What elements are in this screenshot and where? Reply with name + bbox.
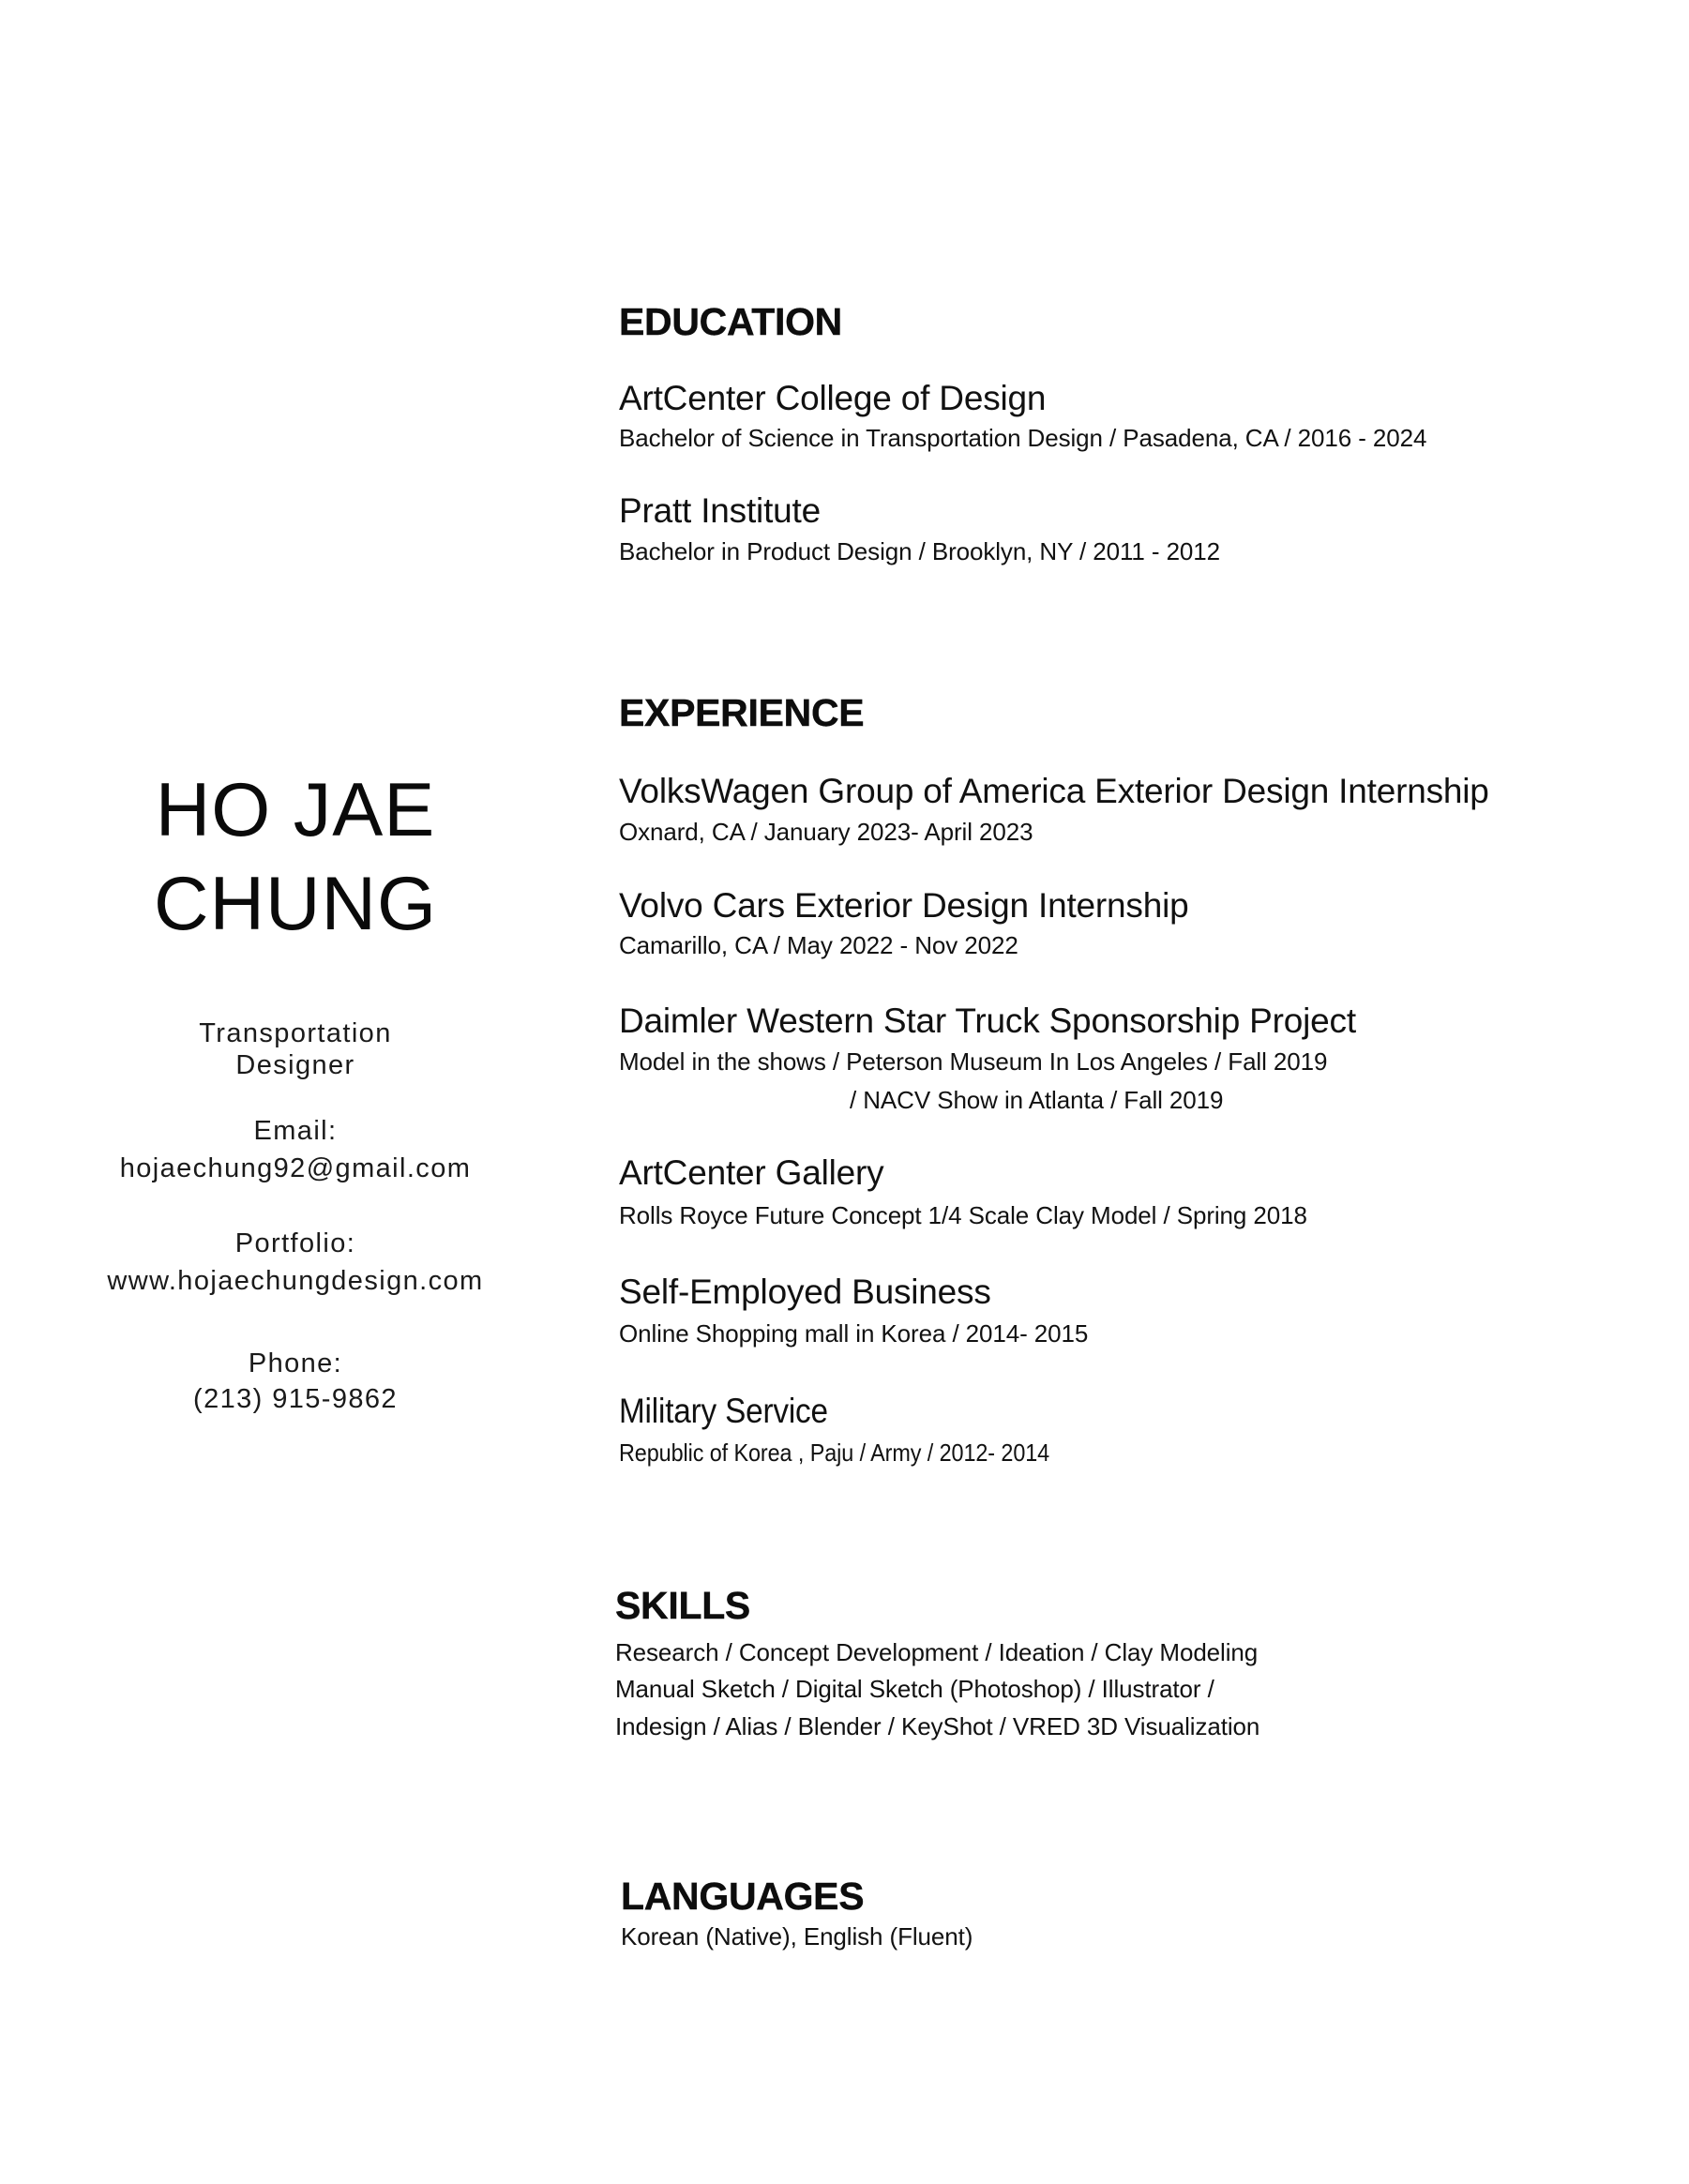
experience-detail-continued: / NACV Show in Atlanta / Fall 2019 bbox=[850, 1086, 1224, 1114]
experience-title: Volvo Cars Exterior Design Internship bbox=[619, 886, 1189, 925]
languages-heading: LANGUAGES bbox=[621, 1875, 865, 1918]
phone-number[interactable]: (213) 915-9862 bbox=[193, 1384, 398, 1414]
skills-line: Research / Concept Development / Ideation / Clay Modeling bbox=[615, 1638, 1259, 1666]
skills-line: Indesign / Alias / Blender / KeyShot / VRED 3D Visualization bbox=[615, 1712, 1260, 1740]
experience-detail: Camarillo, CA / May 2022 - Nov 2022 bbox=[619, 931, 1018, 959]
email-link[interactable]: hojaechung92@gmail.com bbox=[119, 1153, 472, 1183]
languages-text: Korean (Native), English (Fluent) bbox=[621, 1922, 973, 1951]
education-detail: Bachelor of Science in Transportation Design / Pasadena, CA / 2016 - 2024 bbox=[619, 424, 1427, 452]
experience-detail: Rolls Royce Future Concept 1/4 Scale Clay Model / Spring 2018 bbox=[619, 1201, 1307, 1229]
experience-title: Military Service bbox=[619, 1392, 828, 1430]
experience-title: VolksWagen Group of America Exterior Design Internship bbox=[619, 772, 1489, 810]
phone-label: Phone: bbox=[248, 1348, 343, 1378]
experience-title: Daimler Western Star Truck Sponsorship Project bbox=[619, 1002, 1356, 1040]
job-title-line-1: Transportation bbox=[199, 1018, 392, 1048]
experience-detail: Republic of Korea , Paju / Army / 2012- 2014 bbox=[619, 1438, 1050, 1467]
portfolio-link[interactable]: www.hojaechungdesign.com bbox=[107, 1266, 484, 1296]
experience-title: Self-Employed Business bbox=[619, 1273, 991, 1311]
education-heading: EDUCATION bbox=[619, 300, 842, 343]
email-label: Email: bbox=[253, 1116, 338, 1146]
experience-heading: EXPERIENCE bbox=[619, 691, 865, 734]
name-line-2: CHUNG bbox=[154, 862, 437, 946]
experience-detail: Online Shopping mall in Korea / 2014- 2015 bbox=[619, 1319, 1089, 1348]
experience-detail: Oxnard, CA / January 2023- April 2023 bbox=[619, 818, 1033, 846]
education-detail: Bachelor in Product Design / Brooklyn, NY / 2011 - 2012 bbox=[619, 537, 1221, 565]
experience-title: ArtCenter Gallery bbox=[619, 1153, 884, 1192]
portfolio-label: Portfolio: bbox=[234, 1228, 356, 1258]
education-school: ArtCenter College of Design bbox=[619, 379, 1047, 417]
experience-detail: Model in the shows / Peterson Museum In Los Angeles / Fall 2019 bbox=[619, 1047, 1328, 1076]
skills-heading: SKILLS bbox=[615, 1584, 750, 1627]
education-school: Pratt Institute bbox=[619, 491, 821, 530]
name-line-1: HO JAE bbox=[155, 768, 436, 852]
job-title-line-2: Designer bbox=[235, 1050, 355, 1080]
skills-line: Manual Sketch / Digital Sketch (Photoshop) / Illustrator / bbox=[615, 1675, 1214, 1703]
